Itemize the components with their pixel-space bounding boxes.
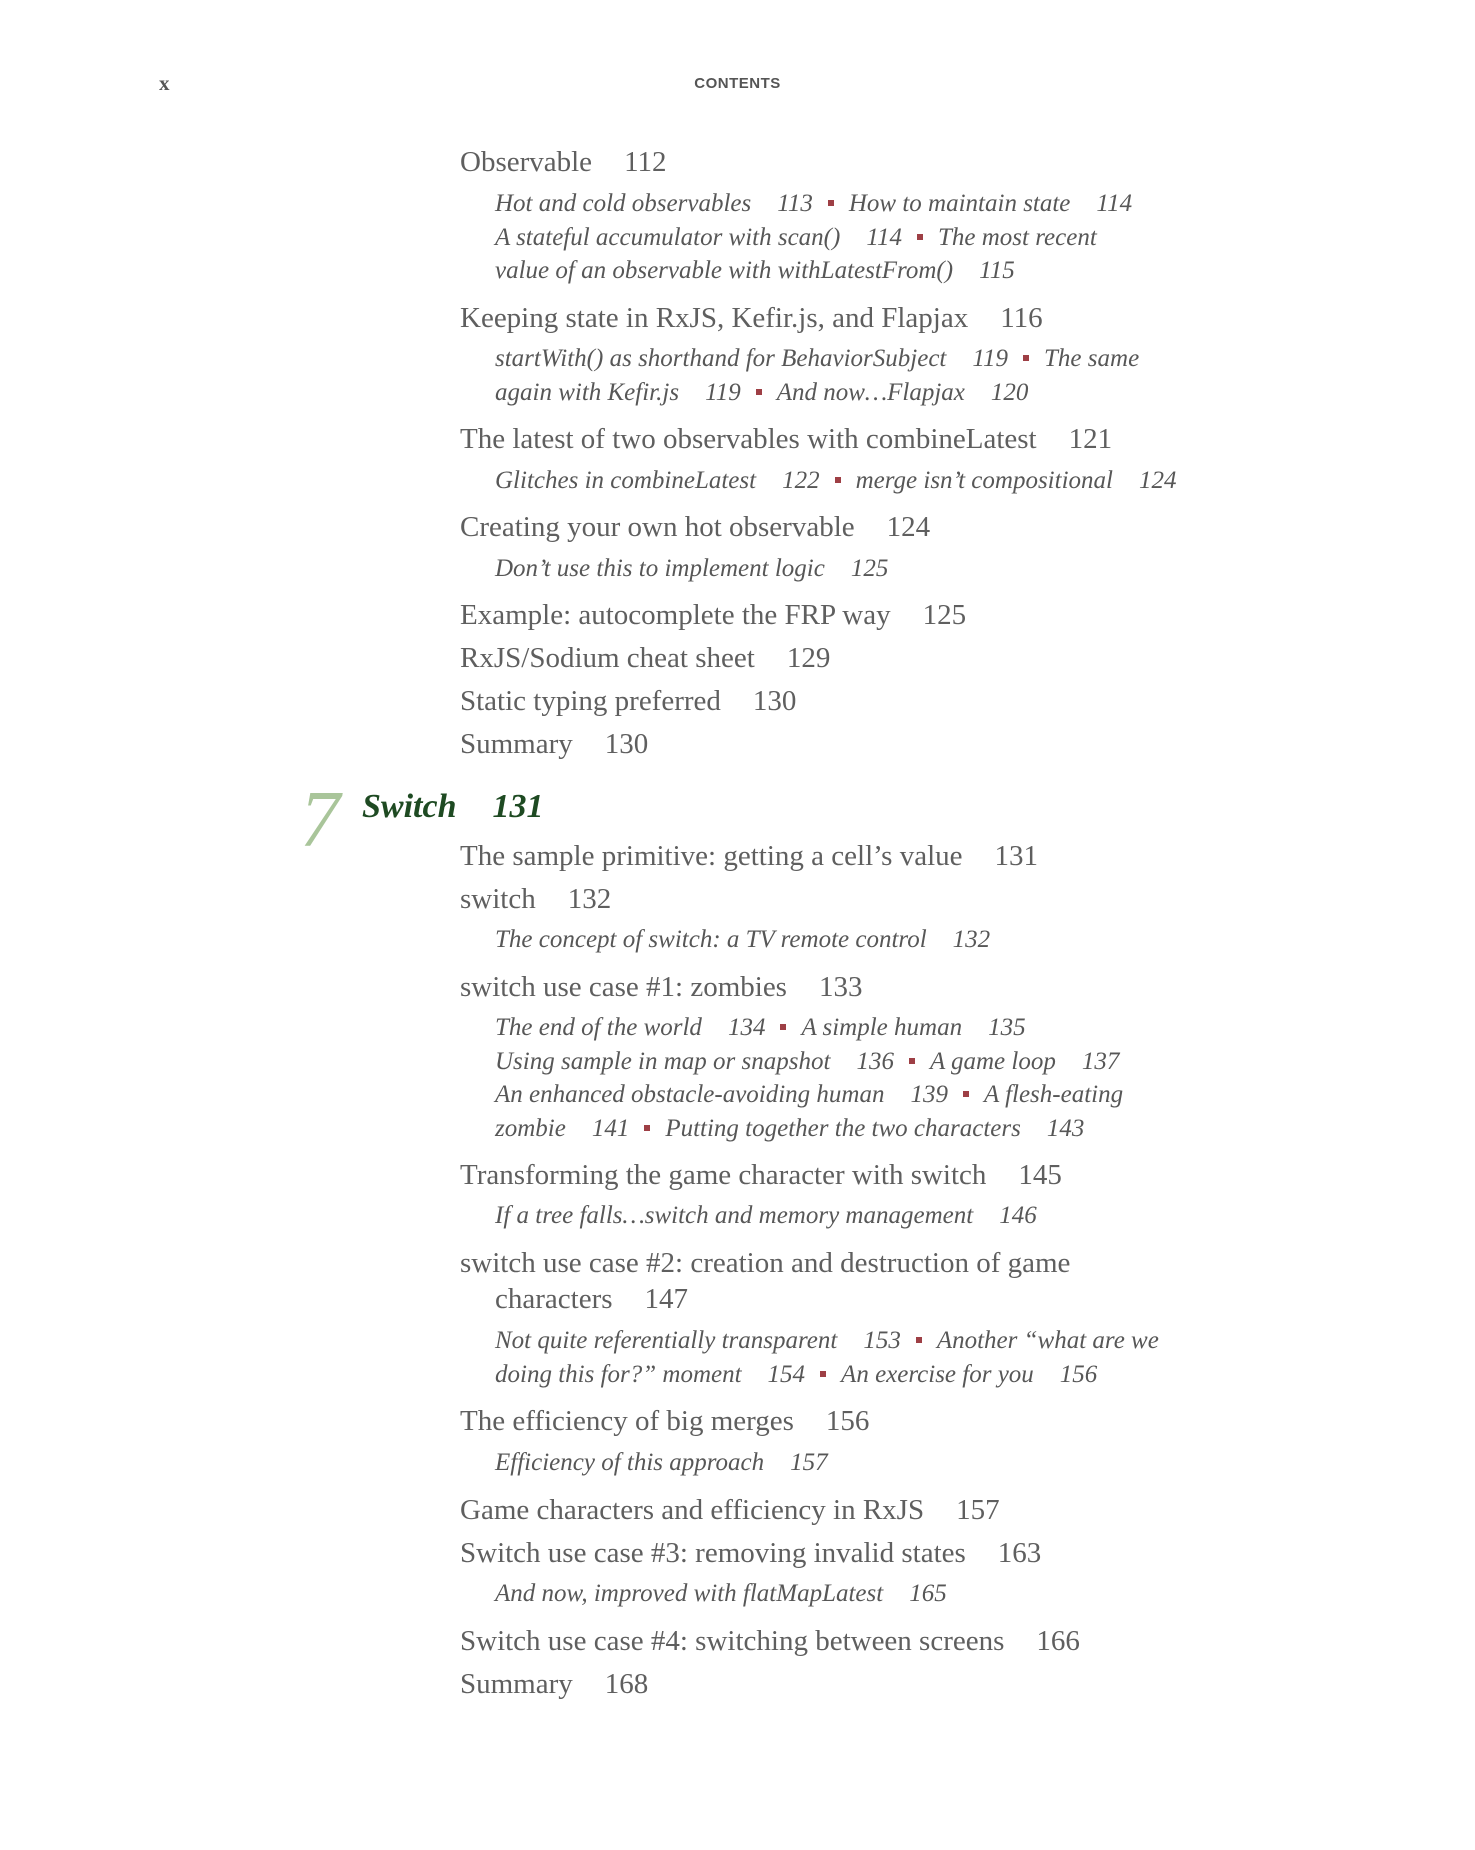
section-page: 116 [1000,302,1043,334]
bullet-separator [1023,355,1029,361]
subsection-line [495,1011,1123,1045]
toc-subsections-7-4 [495,1199,1037,1233]
bullet-separator [916,1337,922,1343]
bullet-separator [756,389,762,395]
subsection-page: 119 [705,378,741,406]
toc-subsections-7-5 [495,1324,1159,1391]
section-title: Switch use case #4: switching between screens 166 [460,1625,1080,1657]
subsection-page: 124 [1138,467,1177,494]
section-page: 132 [567,883,612,915]
subsection-page: 115 [979,257,1015,284]
subsection-title: zombie [495,1114,566,1142]
section-title: Transforming the game character with switch 145 [460,1159,1062,1191]
subsection-page: 122 [782,467,820,494]
toc-subsections-6-3 [495,342,1139,409]
bullet-separator [828,200,834,206]
section-title: The sample primitive: getting a cell’s value 131 [460,840,1039,872]
subsection-title: The most recent [938,223,1097,251]
subsection-line [495,1045,1123,1079]
subsection-line [495,254,1132,288]
subsection-line [495,1078,1123,1112]
subsection-title: How to maintain state [848,190,1071,217]
subsection-title: merge isn’t compositional [855,467,1113,494]
subsection-line [495,342,1139,376]
section-page: 130 [604,728,649,760]
toc-subsections-7-6 [495,1446,828,1480]
toc-subsections-7-3 [495,1011,1123,1145]
subsection-title: And now, improved with flatMapLatest [495,1580,884,1607]
section-title: The efficiency of big merges 156 [460,1405,870,1437]
subsection-page: 119 [972,345,1009,372]
section-title: RxJS/Sodium cheat sheet 129 [460,642,831,674]
subsection-title: An enhanced obstacle-avoiding human [495,1081,885,1108]
bullet-separator [835,477,841,483]
section-page: 147 [644,1283,689,1315]
section-title: Switch use case #3: removing invalid states 163 [460,1537,1042,1569]
subsection-title: If a tree falls…switch and memory management [495,1202,974,1229]
page-number: x [159,71,170,95]
subsection-line [495,1446,828,1480]
subsection-page: 153 [863,1327,901,1354]
subsection-title: Not quite referentially transparent [495,1327,838,1354]
subsection-page: 125 [850,555,889,582]
bullet-separator [780,1024,786,1030]
subsection-page: 134 [727,1014,766,1041]
subsection-title: Efficiency of this approach [495,1449,765,1476]
section-page: 124 [886,511,931,543]
bullet-separator [820,1371,826,1377]
bullet-separator [917,234,923,240]
section-page: 168 [604,1668,649,1700]
chapter-title[interactable]: Switch 131 [362,788,544,825]
section-title: The latest of two observables with combineLatest 121 [460,423,1113,455]
subsection-line [495,464,1176,498]
subsection-title: The end of the world [495,1014,702,1041]
subsection-line [495,1112,1123,1146]
toc-subsections-7-2 [495,923,990,957]
subsection-title: Don’t use this to implement logic [495,555,825,582]
section-title: switch use case #2: creation and destruction of game [460,1247,1071,1279]
subsection-title: Glitches in combineLatest [495,467,757,494]
subsection-page: 114 [866,223,902,251]
subsection-page: 157 [790,1449,828,1476]
subsection-line [495,552,888,586]
subsection-page: 156 [1059,1360,1098,1388]
toc-subsections-7-8 [495,1577,947,1611]
subsection-title: The concept of switch: a TV remote control [495,926,927,953]
subsection-line [495,1577,947,1611]
subsection-title: A simple human [801,1014,963,1041]
chapter-page: 131 [492,788,544,825]
section-page: 157 [956,1494,1000,1526]
subsection-page: 143 [1046,1114,1085,1142]
section-page: 133 [818,971,863,1003]
subsection-line [495,1199,1037,1233]
subsection-page: 137 [1081,1047,1120,1075]
subsection-title: A flesh-eating [984,1081,1124,1108]
subsection-page: 120 [990,378,1029,406]
subsection-line [495,1358,1159,1392]
subsection-page: 132 [952,926,991,953]
subsection-page: 113 [777,190,813,217]
section-title: switch use case #1: zombies 133 [460,971,863,1003]
subsection-line [495,1324,1159,1358]
subsection-page: 141 [591,1114,630,1142]
subsection-page: 146 [999,1202,1037,1229]
subsection-title: Putting together the two characters [665,1114,1021,1142]
subsection-page: 154 [767,1360,806,1388]
section-title: switch 132 [460,883,612,915]
subsection-title: Another “what are we [936,1327,1159,1354]
subsection-line [495,923,990,957]
section-page: 112 [624,146,667,178]
subsection-page: 139 [910,1081,948,1108]
section-title: Summary 130 [460,728,649,760]
subsection-title: An exercise for you [841,1360,1034,1388]
subsection-line [495,221,1132,255]
section-title-continued: characters 147 [495,1283,689,1315]
bullet-separator [909,1058,915,1064]
subsection-title: And now…Flapjax [776,378,965,406]
running-head: CONTENTS [694,75,781,92]
section-page: 163 [997,1537,1042,1569]
section-title: Example: autocomplete the FRP way 125 [460,599,967,631]
subsection-title: Hot and cold observables [495,190,752,217]
bullet-separator [963,1091,969,1097]
toc-subsections-6-4 [495,464,1176,498]
subsection-title: value of an observable with withLatestFrom() [495,257,954,284]
subsection-title: again with Kefir.js [495,378,680,406]
subsection-title: doing this for?” moment [495,1360,742,1388]
section-title: Creating your own hot observable 124 [460,511,931,543]
subsection-page: 165 [909,1580,947,1607]
subsection-title: The same [1044,345,1140,372]
subsection-title: A stateful accumulator with scan() [495,223,841,251]
subsection-title: A game loop [929,1047,1056,1075]
subsection-line [495,376,1139,410]
toc-subsections-6-5 [495,552,888,586]
section-title: Static typing preferred 130 [460,685,797,717]
section-page: 125 [922,599,967,631]
section-title: Summary 168 [460,1668,649,1700]
section-page: 121 [1068,423,1113,455]
section-page: 166 [1036,1625,1080,1657]
chapter-number: 7 [300,776,340,864]
section-page: 145 [1018,1159,1062,1191]
section-title: Game characters and efficiency in RxJS 157 [460,1494,1000,1526]
subsection-page: 136 [856,1047,894,1075]
section-page: 129 [786,642,831,674]
section-page: 156 [825,1405,870,1437]
section-title: Keeping state in RxJS, Kefir.js, and Flapjax 116 [460,302,1043,334]
bullet-separator [644,1125,650,1131]
section-page: 131 [994,840,1039,872]
section-title: Observable 112 [460,146,667,178]
toc-subsections-6-2 [495,187,1132,288]
subsection-line [495,187,1132,221]
subsection-page: 135 [988,1014,1026,1041]
subsection-title: Using sample in map or snapshot [495,1047,831,1075]
subsection-page: 114 [1096,190,1133,217]
section-page: 130 [752,685,797,717]
subsection-title: startWith() as shorthand for BehaviorSubject [495,345,947,372]
